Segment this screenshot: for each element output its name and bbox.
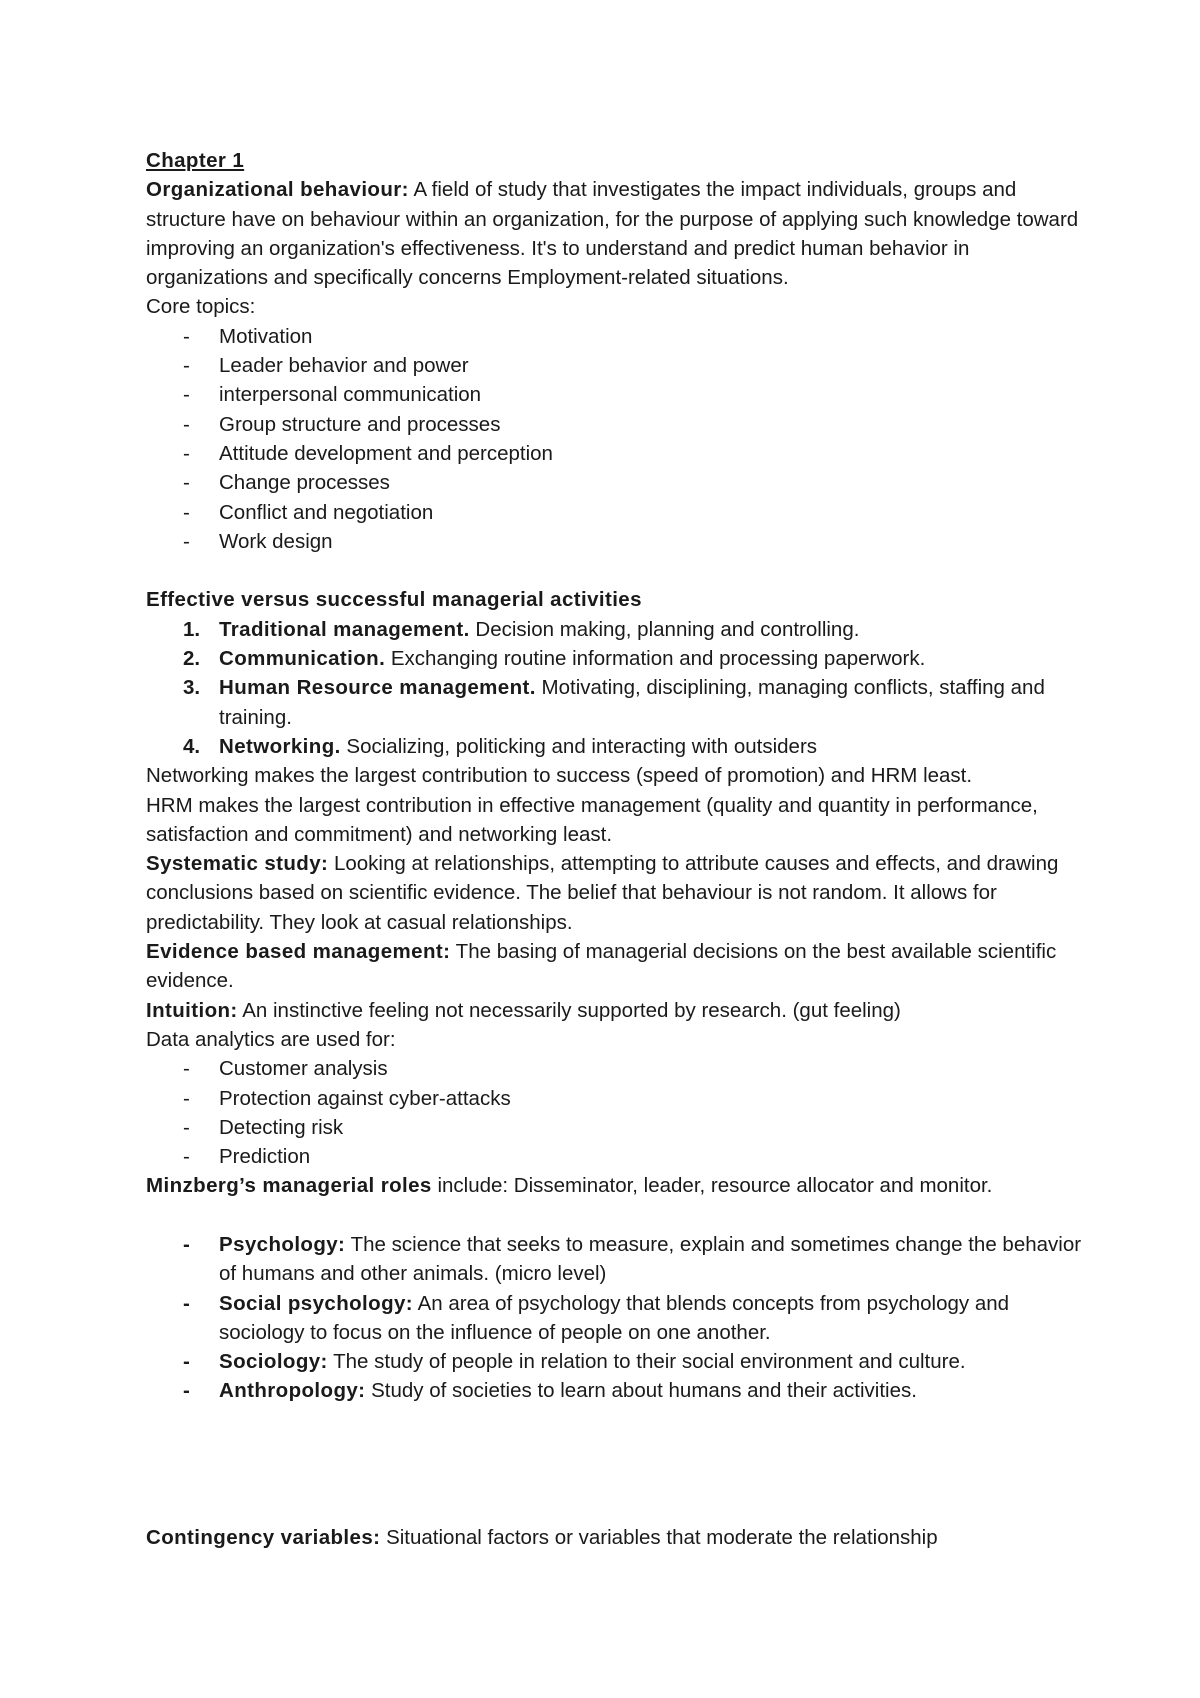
item-text: Socializing, politicking and interacting with outsiders xyxy=(340,734,818,758)
core-topics-list xyxy=(146,322,1086,556)
core-topics-label: Core topics: xyxy=(146,295,256,319)
networking-note: Networking makes the largest contribution to success (speed of promotion) and HRM least. xyxy=(146,764,973,788)
item-text: Decision making, planning and controlling. xyxy=(469,617,860,641)
systematic-study-definition xyxy=(146,849,1086,937)
list-item xyxy=(146,439,1086,468)
systematic-text: Looking at relationships, attempting to attribute causes and effects, and drawing conclusions based on scientific evidence. The belief that behaviour is not random. It allows for predictability. They look at casual relationships. xyxy=(146,852,1059,934)
dash-marker: - xyxy=(183,354,190,378)
dash-marker: - xyxy=(183,383,190,407)
dash-marker: - xyxy=(183,471,190,495)
dash-marker: - xyxy=(183,412,190,436)
numbered-item xyxy=(146,644,1086,673)
analytics-list xyxy=(146,1054,1086,1171)
item-text: Exchanging routine information and processing paperwork. xyxy=(385,647,926,671)
list-item xyxy=(146,1376,1086,1405)
intuition-text: An instinctive feeling not necessarily supported by research. (gut feeling) xyxy=(237,998,901,1022)
dash-marker: - xyxy=(183,324,190,348)
managerial-list xyxy=(146,615,1086,761)
blank-line xyxy=(146,556,1086,585)
list-item xyxy=(146,380,1086,409)
list-item-text: Protection against cyber-attacks xyxy=(219,1086,511,1110)
dash-marker: - xyxy=(183,1379,190,1403)
list-item-text: Work design xyxy=(219,529,333,553)
list-item xyxy=(146,1230,1086,1289)
list-item-text: Motivation xyxy=(219,324,313,348)
intuition-term: Intuition: xyxy=(146,998,238,1022)
list-item xyxy=(146,498,1086,527)
managerial-heading: Effective versus successful managerial activities xyxy=(146,588,642,612)
dash-marker: - xyxy=(183,1086,190,1110)
list-item xyxy=(146,1347,1086,1376)
list-item-text: Leader behavior and power xyxy=(219,354,469,378)
mintzberg-term: Minzberg’s managerial roles xyxy=(146,1174,432,1198)
dash-marker: - xyxy=(183,1145,190,1169)
ob-definition xyxy=(146,175,1086,292)
mintzberg-roles xyxy=(146,1171,1086,1200)
list-item-text: Change processes xyxy=(219,471,390,495)
list-item-text: Group structure and processes xyxy=(219,412,501,436)
hrm-note: HRM makes the largest contribution in effective management (quality and quantity in performance, satisfaction and commitment) and networking least. xyxy=(146,793,1038,846)
list-item xyxy=(146,1054,1086,1083)
contingency-text: Situational factors or variables that moderate the relationship xyxy=(380,1525,938,1549)
list-item xyxy=(146,1289,1086,1348)
list-item xyxy=(146,527,1086,556)
item-number: 3. xyxy=(183,676,201,700)
disciplines-list xyxy=(146,1230,1086,1406)
list-item xyxy=(146,410,1086,439)
item-number: 1. xyxy=(183,617,201,641)
dash-marker: - xyxy=(183,441,190,465)
item-text: The study of people in relation to their social environment and culture. xyxy=(327,1350,966,1374)
contingency-definition xyxy=(146,1523,1086,1552)
item-term: Networking. xyxy=(219,734,341,758)
ob-text: A field of study that investigates the impact individuals, groups and structure have on behaviour within an organization, for the purpose of applying such knowledge toward improving an organization's effectiveness. It's to understand and predict human behavior in organizations and specifically concerns Employment-related situations. xyxy=(146,178,1079,290)
list-item-text: Attitude development and perception xyxy=(219,441,553,465)
ebm-term: Evidence based management: xyxy=(146,940,451,964)
item-text: Study of societies to learn about humans and their activities. xyxy=(365,1379,917,1403)
dash-marker: - xyxy=(183,529,190,553)
list-item-text: Detecting risk xyxy=(219,1115,344,1139)
list-item xyxy=(146,468,1086,497)
list-item-text: interpersonal communication xyxy=(219,383,482,407)
ebm-text: The basing of managerial decisions on the best available scientific evidence. xyxy=(146,940,1057,993)
blank-line xyxy=(146,1201,1086,1230)
chapter-title-text: Chapter 1 xyxy=(146,149,245,172)
list-item-text: Customer analysis xyxy=(219,1057,388,1081)
list-item xyxy=(146,322,1086,351)
item-term: Traditional management. xyxy=(219,617,470,641)
blank-space xyxy=(146,1406,1086,1523)
ebm-definition xyxy=(146,937,1086,996)
dash-marker: - xyxy=(183,1115,190,1139)
numbered-item xyxy=(146,673,1086,732)
contingency-term: Contingency variables: xyxy=(146,1525,381,1549)
item-text: Motivating, disciplining, managing conflicts, staffing and training. xyxy=(219,676,1045,729)
item-term: Communication. xyxy=(219,647,386,671)
chapter-title xyxy=(146,146,1086,175)
systematic-term: Systematic study: xyxy=(146,852,329,876)
list-item-text: Conflict and negotiation xyxy=(219,500,434,524)
dash-marker: - xyxy=(183,1291,190,1315)
mintzberg-text: include: Disseminator, leader, resource allocator and monitor. xyxy=(431,1174,993,1198)
item-term: Human Resource management. xyxy=(219,676,536,700)
numbered-item xyxy=(146,732,1086,761)
dash-marker: - xyxy=(183,500,190,524)
item-term: Anthropology: xyxy=(219,1379,366,1403)
item-number: 4. xyxy=(183,734,201,758)
item-text: The science that seeks to measure, explain and sometimes change the behavior of humans and other animals. (micro level) xyxy=(219,1232,1082,1286)
dash-marker: - xyxy=(183,1350,190,1374)
list-item xyxy=(146,1142,1086,1171)
dash-marker: - xyxy=(183,1232,190,1256)
list-item-text: Prediction xyxy=(219,1145,311,1169)
item-term: Social psychology: xyxy=(219,1291,414,1315)
item-number: 2. xyxy=(183,647,201,671)
item-term: Sociology: xyxy=(219,1350,328,1374)
item-text: An area of psychology that blends concepts from psychology and sociology to focus on the influence of people on one another. xyxy=(219,1291,1010,1344)
analytics-label: Data analytics are used for: xyxy=(146,1027,396,1051)
item-term: Psychology: xyxy=(219,1232,346,1256)
dash-marker: - xyxy=(183,1057,190,1081)
ob-term: Organizational behaviour: xyxy=(146,178,409,202)
list-item xyxy=(146,1084,1086,1113)
list-item xyxy=(146,1113,1086,1142)
document-page xyxy=(146,146,1086,1552)
numbered-item xyxy=(146,615,1086,644)
intuition-definition xyxy=(146,996,1086,1025)
list-item xyxy=(146,351,1086,380)
